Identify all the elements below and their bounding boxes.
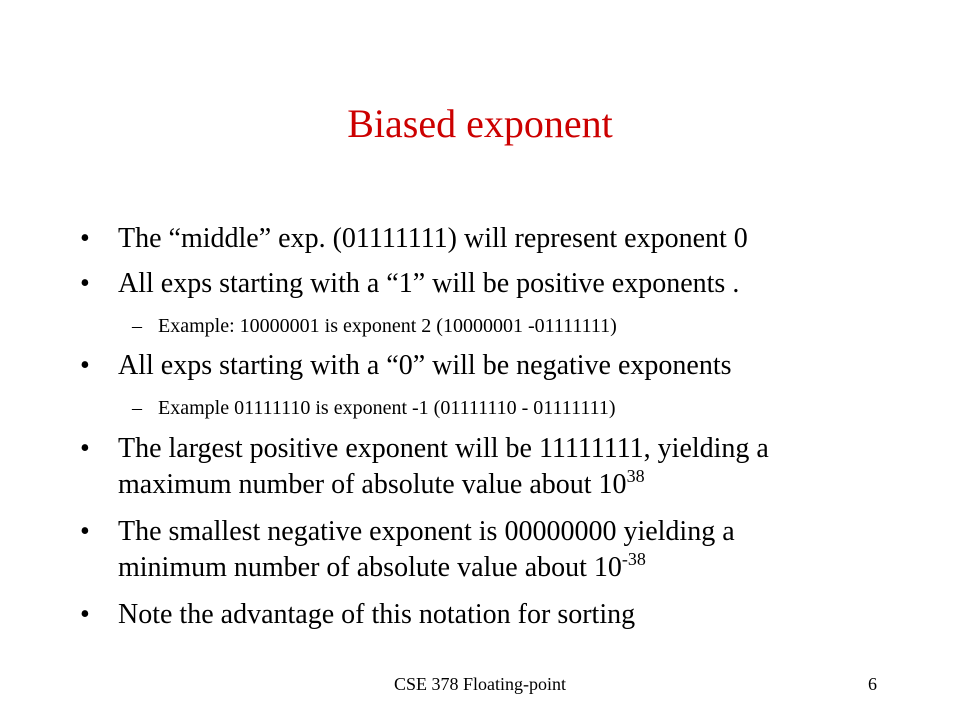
- footer-course-title: CSE 378 Floating-point: [393, 674, 566, 694]
- bullet-smallest-exponent: [80, 514, 888, 586]
- sub-bullet-dash: –: [132, 315, 142, 337]
- bullet-largest-exponent: [80, 431, 888, 503]
- sub-bullet-text: Example: 10000001 is exponent 2 (10000001 -01111111): [158, 315, 617, 337]
- sub-bullet-negative-example: [132, 395, 898, 421]
- bullet-text-line2: maximum number of absolute value about 10: [118, 469, 627, 500]
- sub-bullet-dash: –: [132, 397, 142, 419]
- bullet-sorting-advantage: [80, 597, 888, 633]
- bullet-text: The “middle” exp. (01111111) will represent exponent 0: [118, 223, 748, 254]
- exponent-superscript: 38: [626, 466, 645, 486]
- bullet-dot: •: [80, 599, 90, 630]
- bullet-text-line2: minimum number of absolute value about 10: [118, 552, 622, 583]
- slide-title: Biased exponent: [347, 101, 613, 146]
- bullet-dot: •: [80, 223, 90, 254]
- bullet-negative-exponents: [80, 348, 888, 384]
- sub-bullet-text: Example 01111110 is exponent -1 (01111110 - 01111111): [158, 397, 616, 419]
- bullet-dot: •: [80, 268, 90, 299]
- bullet-text-line1: The smallest negative exponent is 00000000 yielding a: [118, 516, 735, 547]
- bullet-middle-exponent: [80, 221, 888, 257]
- bullet-dot: •: [80, 350, 90, 381]
- exponent-superscript: -38: [621, 549, 646, 569]
- bullet-text: Note the advantage of this notation for sorting: [118, 599, 636, 630]
- bullet-text: All exps starting with a “1” will be positive exponents .: [118, 268, 740, 299]
- page-number: 6: [868, 674, 877, 694]
- sub-bullet-positive-example: [132, 313, 898, 339]
- bullet-text-line1: The largest positive exponent will be 11111111, yielding a: [118, 433, 769, 464]
- bullet-text: All exps starting with a “0” will be negative exponents: [118, 350, 732, 381]
- bullet-dot: •: [80, 433, 90, 464]
- bullet-positive-exponents: [80, 266, 888, 302]
- bullet-dot: •: [80, 516, 90, 547]
